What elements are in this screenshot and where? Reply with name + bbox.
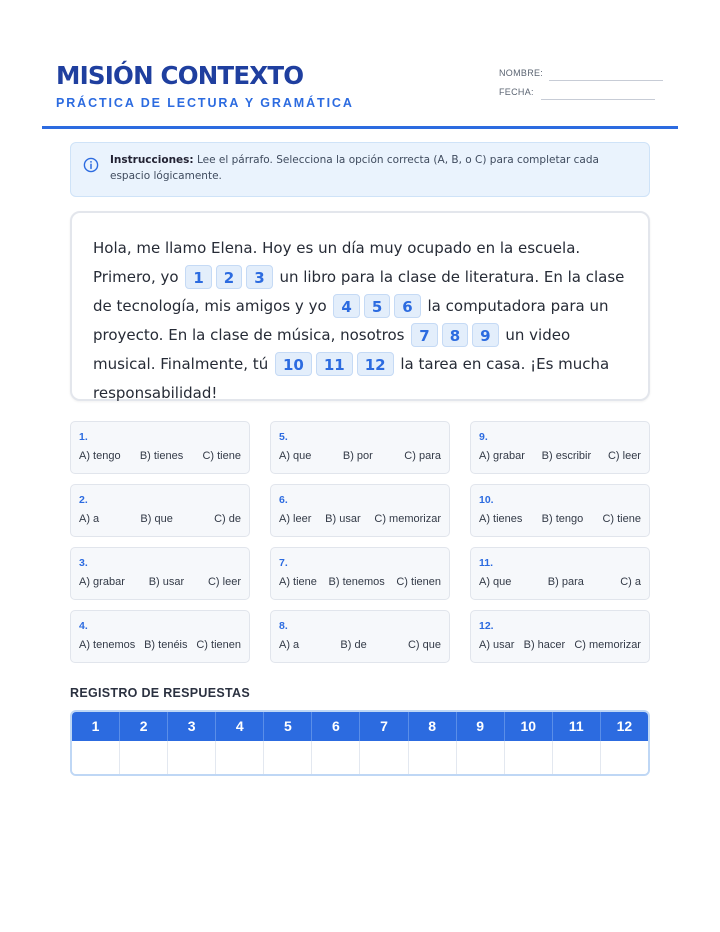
question-number: 8. (279, 620, 288, 632)
question-options (279, 513, 441, 525)
worksheet-header (42, 58, 678, 128)
option-c[interactable]: C) que (407, 639, 441, 651)
answer-cell-9[interactable] (457, 741, 505, 776)
option-b[interactable]: B) de (340, 639, 367, 651)
option-a[interactable]: A) leer (279, 513, 312, 525)
question-card-12 (470, 610, 650, 663)
answer-cell-6[interactable] (312, 741, 360, 776)
option-c[interactable]: C) tiene (202, 450, 241, 462)
option-b[interactable]: B) que (140, 513, 173, 525)
question-card-2 (70, 484, 250, 537)
name-line (549, 80, 663, 81)
option-a[interactable]: A) que (479, 576, 512, 588)
option-a[interactable]: A) tenemos (79, 639, 136, 651)
option-a[interactable]: A) que (279, 450, 312, 462)
option-a[interactable]: A) a (279, 639, 300, 651)
blank-1[interactable]: 1 (185, 265, 211, 289)
name-field[interactable] (499, 68, 543, 78)
blank-3[interactable]: 3 (246, 265, 272, 289)
date-line (541, 99, 655, 100)
option-a[interactable]: A) grabar (79, 576, 125, 588)
blank-7[interactable]: 7 (411, 323, 437, 347)
question-options (79, 513, 241, 525)
register-col-10: 10 (505, 712, 553, 741)
passage-segment: la tarea en casa. ¡Es mucha responsabilidad! (93, 355, 610, 402)
answer-cell-7[interactable] (360, 741, 408, 776)
option-b[interactable]: B) tenemos (328, 576, 385, 588)
option-c[interactable]: C) a (620, 576, 641, 588)
option-c[interactable]: C) leer (607, 450, 641, 462)
option-b[interactable]: B) tienes (139, 450, 184, 462)
register-col-5: 5 (264, 712, 312, 741)
question-card-7 (270, 547, 450, 600)
question-options (279, 639, 441, 651)
blank-6[interactable]: 6 (394, 294, 420, 318)
register-col-9: 9 (457, 712, 505, 741)
question-number: 12. (479, 620, 494, 632)
option-b[interactable]: B) hacer (523, 639, 566, 651)
date-label: FECHA: (499, 87, 534, 97)
question-card-3 (70, 547, 250, 600)
option-b[interactable]: B) usar (325, 513, 361, 525)
page-subtitle: PRÁCTICA DE LECTURA Y GRAMÁTICA (56, 96, 354, 110)
option-a[interactable]: A) tengo (79, 450, 121, 462)
question-number: 11. (479, 557, 494, 569)
question-options (279, 576, 441, 588)
option-a[interactable]: A) tiene (279, 576, 317, 588)
option-a[interactable]: A) usar (479, 639, 515, 651)
question-card-4 (70, 610, 250, 663)
question-number: 6. (279, 494, 288, 506)
question-card-1 (70, 421, 250, 474)
question-card-8 (270, 610, 450, 663)
blank-5[interactable]: 5 (364, 294, 390, 318)
register-col-7: 7 (360, 712, 408, 741)
blank-12[interactable]: 12 (357, 352, 394, 376)
question-number: 10. (479, 494, 494, 506)
question-options (479, 639, 641, 651)
option-b[interactable]: B) tengo (541, 513, 584, 525)
instructions-label: Instrucciones: (110, 154, 194, 166)
option-b[interactable]: B) para (547, 576, 584, 588)
date-field[interactable] (499, 87, 534, 97)
blank-8[interactable]: 8 (442, 323, 468, 347)
header-divider (42, 126, 678, 129)
option-c[interactable]: C) memorizar (574, 639, 641, 651)
register-col-2: 2 (120, 712, 168, 741)
reading-passage (70, 211, 650, 401)
question-number: 1. (79, 431, 88, 443)
passage-segment: un video musical. Finalmente, tú (93, 326, 571, 373)
passage-segment: un libro para la clase de literatura. En la clase de tecnología, mis amigos y yo (93, 268, 625, 315)
question-options (79, 576, 241, 588)
answer-register-header (72, 712, 648, 741)
passage-segment: la computadora para un proyecto. En la clase de música, nosotros (93, 297, 609, 344)
blank-10[interactable]: 10 (275, 352, 312, 376)
page-title: MISIÓN CONTEXTO (56, 61, 304, 90)
question-number: 5. (279, 431, 288, 443)
answer-cell-4[interactable] (216, 741, 264, 776)
answer-register-table (70, 710, 650, 776)
option-b[interactable]: B) por (342, 450, 373, 462)
answer-register-title: REGISTRO DE RESPUESTAS (70, 686, 251, 700)
question-options (79, 450, 241, 462)
option-c[interactable]: C) de (214, 513, 241, 525)
question-card-9 (470, 421, 650, 474)
question-number: 3. (79, 557, 88, 569)
answer-cell-12[interactable] (601, 741, 648, 776)
question-number: 7. (279, 557, 288, 569)
option-c[interactable]: C) tienen (196, 639, 241, 651)
instructions-box (70, 142, 650, 197)
instructions-text (110, 152, 630, 184)
answer-cell-5[interactable] (264, 741, 312, 776)
question-options (479, 513, 641, 525)
question-card-6 (270, 484, 450, 537)
blank-2[interactable]: 2 (216, 265, 242, 289)
instructions-body: Lee el párrafo. Selecciona la opción correcta (A, B, o C) para completar cada espacio lógicamente. (110, 154, 599, 182)
answer-cell-1[interactable] (72, 741, 120, 776)
question-options (479, 450, 641, 462)
register-col-4: 4 (216, 712, 264, 741)
register-col-12: 12 (616, 718, 633, 734)
question-number: 2. (79, 494, 88, 506)
question-card-11 (470, 547, 650, 600)
register-col-11: 11 (553, 712, 601, 741)
question-card-10 (470, 484, 650, 537)
register-col-8: 8 (409, 712, 457, 741)
info-icon (83, 157, 99, 173)
question-number: 9. (479, 431, 488, 443)
blank-9[interactable]: 9 (472, 323, 498, 347)
question-number: 4. (79, 620, 88, 632)
blank-4[interactable]: 4 (333, 294, 359, 318)
passage-text (93, 234, 633, 408)
register-col-6: 6 (312, 712, 360, 741)
register-col-3: 3 (168, 712, 216, 741)
question-options (279, 450, 441, 462)
answer-cell-2[interactable] (120, 741, 168, 776)
option-a[interactable]: A) a (79, 513, 100, 525)
answer-cell-10[interactable] (505, 741, 553, 776)
option-b[interactable]: B) escribir (541, 450, 592, 462)
answer-cell-11[interactable] (553, 741, 601, 776)
blank-11[interactable]: 11 (316, 352, 353, 376)
option-a[interactable]: A) grabar (479, 450, 525, 462)
answer-register-row (72, 741, 648, 776)
answer-cell-8[interactable] (409, 741, 457, 776)
option-b[interactable]: B) tenéis (144, 639, 188, 651)
question-options (79, 639, 241, 651)
option-c[interactable]: C) para (404, 450, 441, 462)
answer-cell-3[interactable] (168, 741, 216, 776)
option-b[interactable]: B) usar (148, 576, 185, 588)
register-col-1: 1 (72, 712, 120, 741)
option-c[interactable]: C) tienen (396, 576, 441, 588)
option-c[interactable]: C) leer (207, 576, 241, 588)
option-c[interactable]: C) memorizar (374, 513, 441, 525)
option-a[interactable]: A) tienes (479, 513, 523, 525)
name-label: NOMBRE: (499, 68, 544, 78)
passage-segment: Hola, me llamo Elena. Hoy es un día muy ocupado en la escuela. Primero, yo (93, 239, 581, 286)
question-card-5 (270, 421, 450, 474)
question-options (479, 576, 641, 588)
option-c[interactable]: C) tiene (602, 513, 641, 525)
